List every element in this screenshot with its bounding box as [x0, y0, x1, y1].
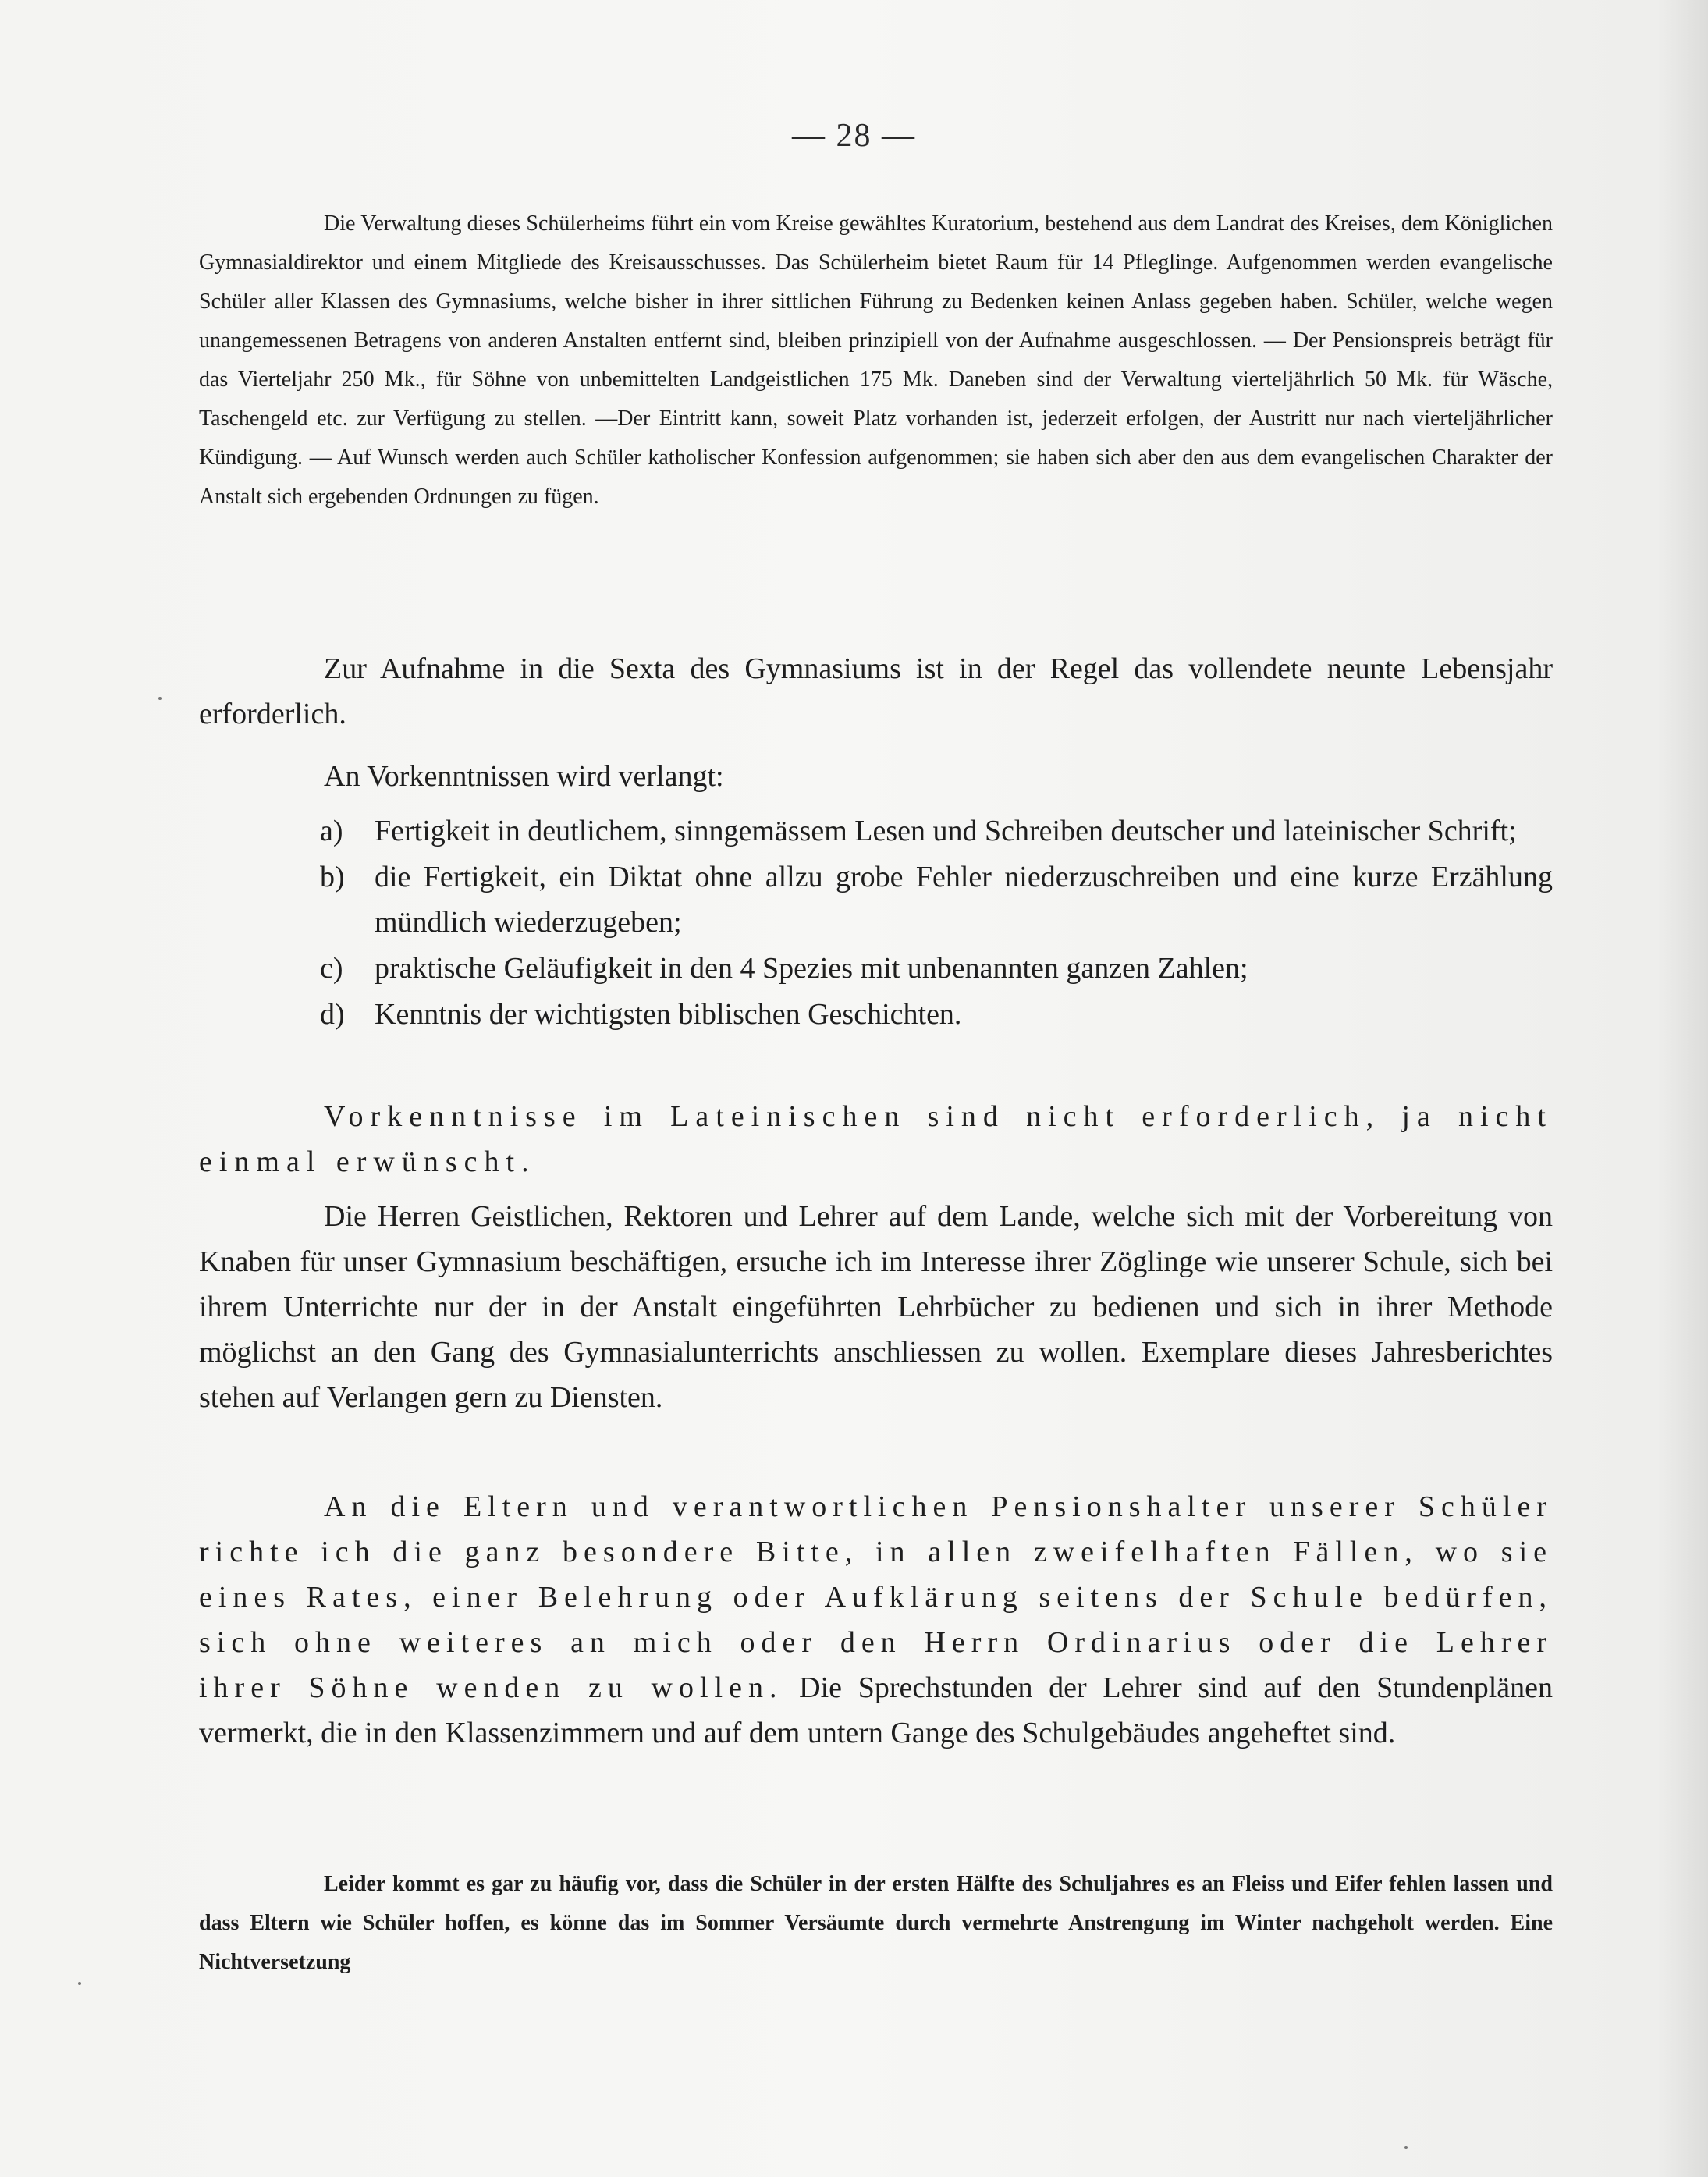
- list-text: Fertigkeit in deutlichem, sinngemässem Lesen und Schreiben deutscher und lateinischer Schrift;: [375, 815, 1517, 847]
- list-marker: c): [320, 952, 343, 985]
- list-item: [320, 992, 1553, 1037]
- list-text: die Fertigkeit, ein Diktat ohne allzu grobe Fehler niederzuschreiben und eine kurze Erzählung mündlich wiederzugeben;: [375, 861, 1553, 939]
- paragraph-nichtversetzung: Leider kommt es gar zu häufig vor, dass die Schüler in der ersten Hälfte des Schuljahres es an Fleiss und Eifer fehlen lassen und dass Eltern wie Schüler hoffen, es könne das im Sommer Versäumte durch vermehrte Anstrengung im Winter nachgeholt werden. Eine Nichtversetzung: [199, 1872, 1553, 1974]
- vorkenntnisse-list: [320, 808, 1553, 1038]
- scan-speck: [158, 697, 162, 700]
- list-item: [320, 946, 1553, 991]
- list-marker: b): [320, 861, 345, 893]
- paragraph-geistliche: Die Herren Geistlichen, Rektoren und Lehrer auf dem Lande, welche sich mit der Vorbereitung von Knaben für unser Gymnasium beschäftigen, ersuche ich im Interesse ihrer Zöglinge wie unserer Schule, sich bei ihrem Unterrichte nur der in der Anstalt eingeführten Lehrbücher zu bedienen und sich in ihrer Methode möglichst an den Gang des Gymnasialunterrichts anschliessen zu wollen. Exemplare dieses Jahresberichtes stehen auf Verlangen gern zu Diensten.: [199, 1200, 1553, 1414]
- list-item: [320, 808, 1553, 854]
- list-item: [320, 854, 1553, 945]
- paragraph-vorkenntnisse-intro: An Vorkenntnissen wird verlangt:: [324, 760, 724, 793]
- paragraph-eltern-normal: Die Sprechstunden der Lehrer sind auf den Stundenplänen vermerkt, die in den Klassenzimmern und auf dem untern Gange des Schulgebäudes angeheftet sind.: [199, 1671, 1553, 1749]
- paragraph-latein: Vorkenntnisse im Lateinischen sind nicht erforderlich, ja nicht einmal erwünscht.: [199, 1100, 1553, 1178]
- paragraph-aufnahme-sexta: Zur Aufnahme in die Sexta des Gymnasiums ist in der Regel das vollendete neunte Lebensjahr erforderlich.: [199, 652, 1553, 730]
- paragraph-eltern-spaced: An die Eltern und verantwortlichen Pensionshalter unserer Schüler richte ich die ganz besondere Bitte, in allen zweifelhaften Fällen, wo sie eines Rates, einer Belehrung oder Aufklärung seitens der Schule bedürfen, sich ohne weiteres an mich oder den Herrn Ordinarius oder die Lehrer ihrer Söhne wenden zu wollen.: [199, 1490, 1553, 1704]
- list-text: Kenntnis der wichtigsten biblischen Geschichten.: [375, 998, 962, 1031]
- list-marker: d): [320, 998, 345, 1031]
- list-text: praktische Geläufigkeit in den 4 Spezies mit unbenannten ganzen Zahlen;: [375, 952, 1248, 985]
- list-marker: a): [320, 815, 343, 847]
- paragraph-eltern: [199, 1484, 1553, 1756]
- scan-speck: [1404, 2146, 1408, 2149]
- paragraph-schuelerheim: Die Verwaltung dieses Schülerheims führt ein vom Kreise gewähltes Kuratorium, bestehend aus dem Landrat des Kreises, dem Königlichen Gymnasialdirektor und einem Mitgliede des Kreisausschusses. Das Schülerheim bietet Raum für 14 Pfleglinge. Aufgenommen werden evangelische Schüler aller Klassen des Gymnasiums, welche bisher in ihrer sittlichen Führung zu Bedenken keinen Anlass gegeben haben. Schüler, welche wegen unangemessenen Betragens von anderen Anstalten entfernt sind, bleiben prinzipiell von der Aufnahme ausgeschlossen. — Der Pensionspreis beträgt für das Vierteljahr 250 Mk., für Söhne von unbemittelten Landgeistlichen 175 Mk. Daneben sind der Verwaltung vierteljährlich 50 Mk. für Wäsche, Taschengeld etc. zur Verfügung zu stellen. —Der Eintritt kann, soweit Platz vorhanden ist, jederzeit erfolgen, der Austritt nur nach vierteljährlicher Kündigung. — Auf Wunsch werden auch Schüler katholischer Konfession aufgenommen; sie haben sich aber den aus dem evangelischen Charakter der Anstalt sich ergebenden Ordnungen zu fügen.: [199, 211, 1553, 509]
- scan-speck: [78, 1982, 81, 1985]
- page-number: — 28 —: [792, 118, 916, 154]
